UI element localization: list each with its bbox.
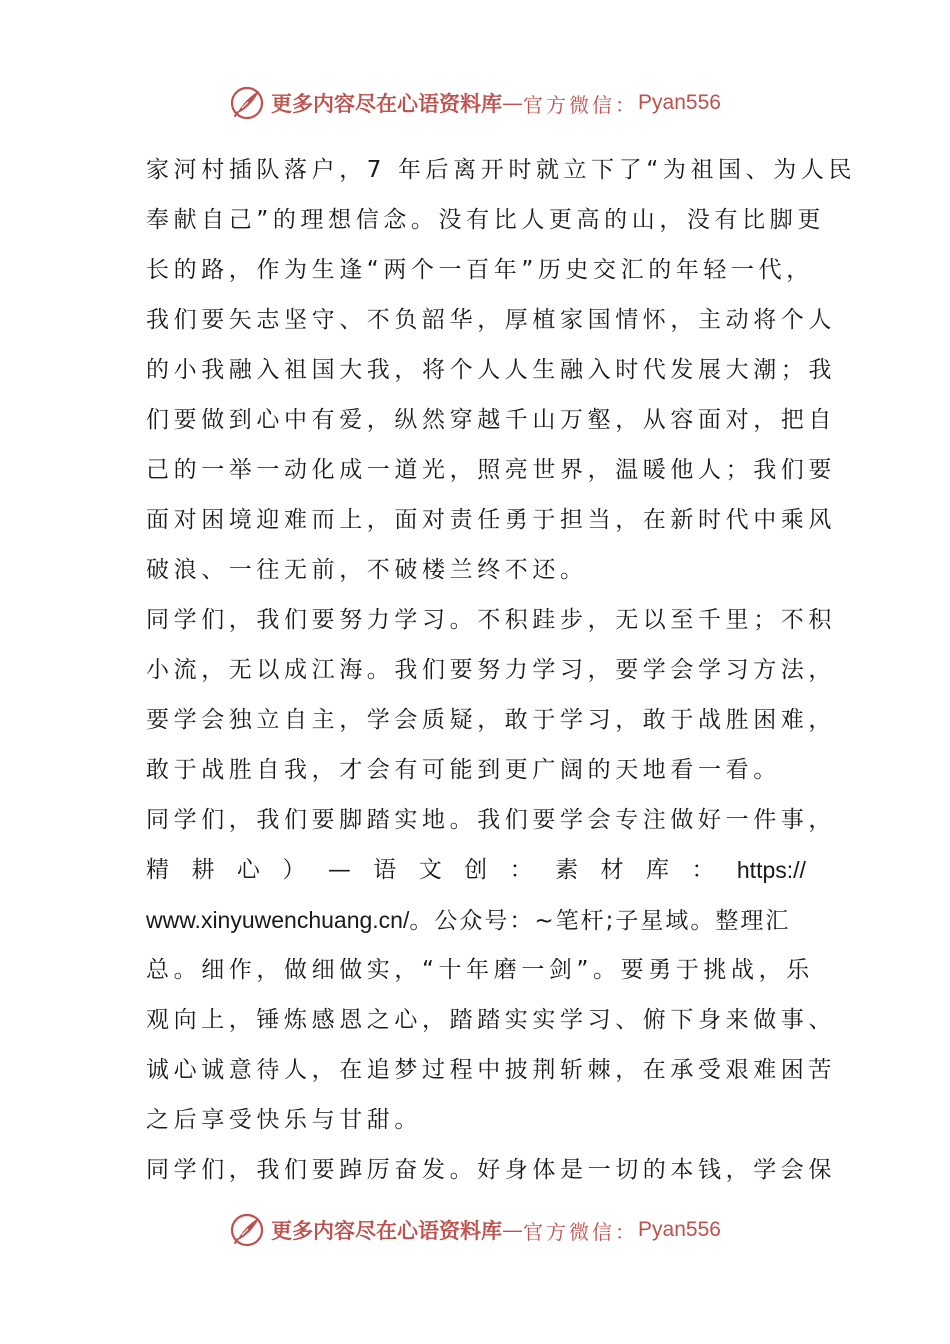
feather-pen-logo-icon xyxy=(229,85,265,121)
text-line: 同学们，我们要努力学习。不积跬步，无以至千里；不积 xyxy=(146,607,836,633)
banner-handle: Pyan556 xyxy=(638,91,721,114)
text-line: 要学会独立自主，学会质疑，敢于学习，敢于战胜困难， xyxy=(146,707,836,733)
banner-official-label: 官方微信： xyxy=(523,92,639,117)
footer-banner xyxy=(0,1210,950,1250)
justified-char: 文 xyxy=(418,857,442,883)
justified-char: ： xyxy=(509,857,533,883)
url-text-line xyxy=(146,895,806,945)
justified-char: 精 xyxy=(146,857,169,883)
text-line: 诚心诚意待人，在追梦过程中披荆斩棘，在承受艰难困苦 xyxy=(146,1057,836,1083)
justified-char: — xyxy=(327,857,351,883)
url-line-rest: 。公众号：~笔杆;子星域。整理汇 xyxy=(409,908,791,934)
justified-text-line xyxy=(146,845,806,895)
text-line: 之后享受快乐与甘甜。 xyxy=(146,1107,422,1133)
justified-char: 心 xyxy=(236,857,260,883)
justified-char: ） xyxy=(282,857,306,883)
justified-char: 语 xyxy=(373,857,397,883)
feather-pen-logo-icon xyxy=(229,1212,265,1248)
text-line: 小流，无以成江海。我们要努力学习，要学会学习方法， xyxy=(146,657,836,683)
banner-brand: 更多内容尽在心语资料库 xyxy=(271,91,503,116)
text-line: 家河村插队落户，7 年后离开时就立下了“为祖国、为人民 xyxy=(146,157,857,183)
justified-char: 材 xyxy=(600,857,624,883)
text-line: 观向上，锤炼感恩之心，踏踏实实学习、俯下身来做事、 xyxy=(146,1007,836,1033)
justified-char: 库 xyxy=(645,857,669,883)
justified-char: 创 xyxy=(464,857,488,883)
text-line: 的小我融入祖国大我，将个人人生融入时代发展大潮；我 xyxy=(146,357,836,383)
text-line: 长的路，作为生逢“两个一百年”历史交汇的年轻一代， xyxy=(146,257,814,283)
text-line: 破浪、一往无前，不破楼兰终不还。 xyxy=(146,557,588,583)
text-line: 奉献自己”的理想信念。没有比人更高的山，没有比脚更 xyxy=(146,207,825,233)
text-line: 敢于战胜自我，才会有可能到更广阔的天地看一看。 xyxy=(146,757,781,783)
url-prefix: https:// xyxy=(736,857,806,883)
justified-char: 耕 xyxy=(191,857,215,883)
text-line: 面对困境迎难而上，面对责任勇于担当，在新时代中乘风 xyxy=(146,507,836,533)
banner-official-label: 官方微信： xyxy=(523,1219,639,1244)
header-banner xyxy=(0,83,950,123)
banner-handle: Pyan556 xyxy=(638,1218,721,1241)
text-line: 总。细作，做细做实，“十年磨一剑”。要勇于挑战，乐 xyxy=(146,957,814,983)
text-line: 己的一举一动化成一道光，照亮世界，温暖他人；我们要 xyxy=(146,457,836,483)
text-line: 们要做到心中有爱，纵然穿越千山万壑，从容面对，把自 xyxy=(146,407,836,433)
banner-separator: — xyxy=(502,1218,524,1242)
text-line: 同学们，我们要脚踏实地。我们要学会专注做好一件事， xyxy=(146,807,836,833)
text-line: 同学们，我们要踔厉奋发。好身体是一切的本钱，学会保 xyxy=(146,1157,836,1183)
body-text xyxy=(146,145,857,1195)
banner-separator: — xyxy=(502,91,524,115)
justified-char: ： xyxy=(691,857,715,883)
website-url: www.xinyuwenchuang.cn/ xyxy=(146,907,410,933)
justified-char: 素 xyxy=(555,857,579,883)
banner-brand: 更多内容尽在心语资料库 xyxy=(271,1218,503,1243)
text-line: 我们要矢志坚守、不负韶华，厚植家国情怀，主动将个人 xyxy=(146,307,836,333)
